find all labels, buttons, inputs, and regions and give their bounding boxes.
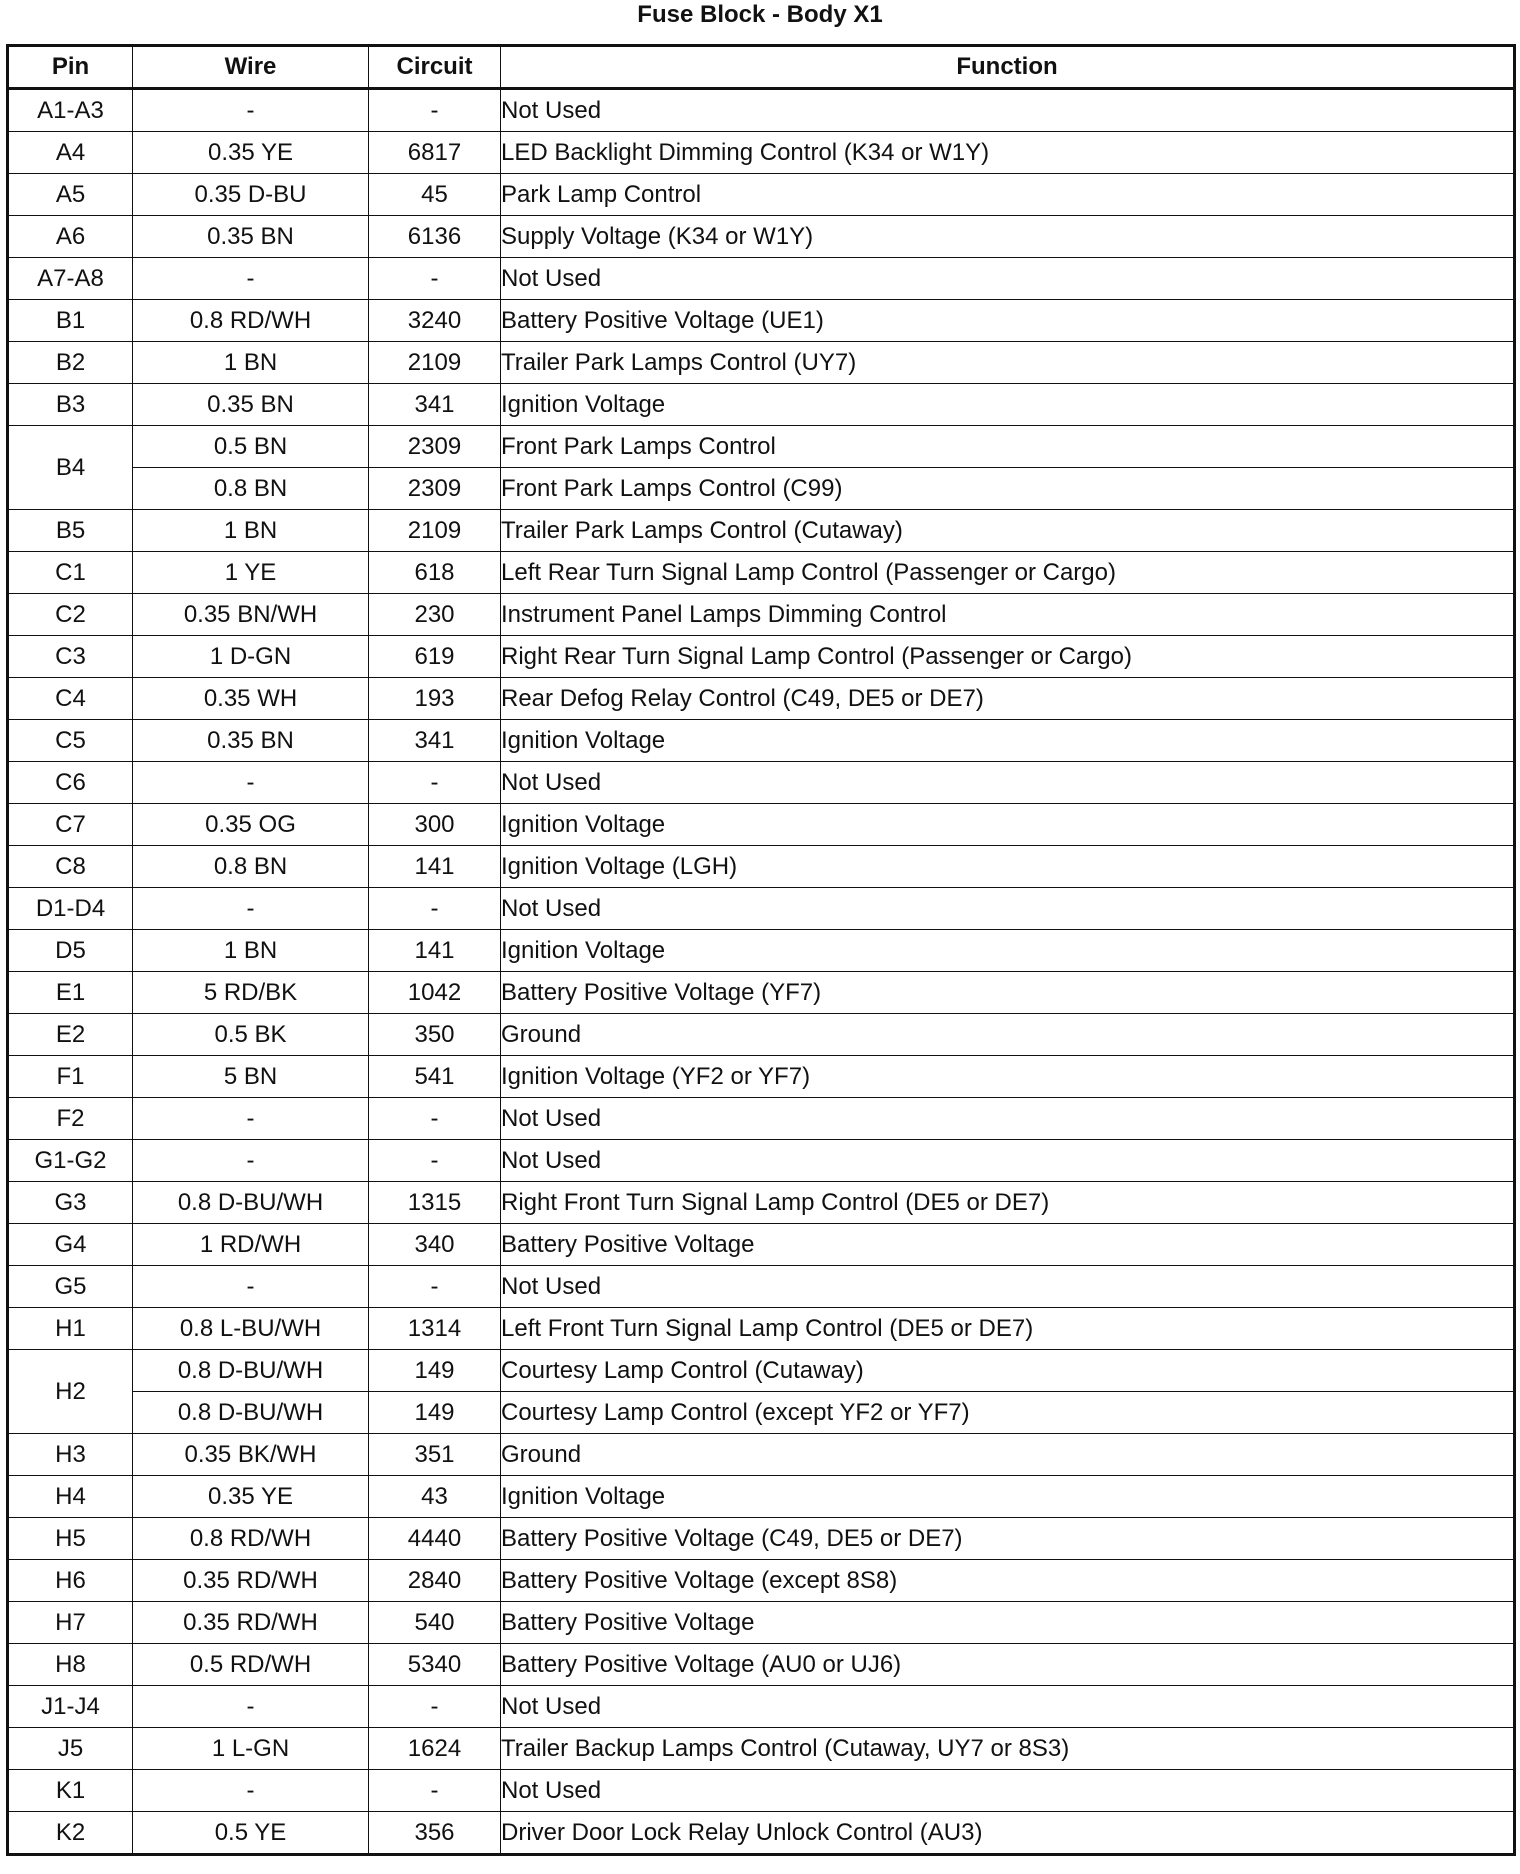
circuit-cell: - — [369, 1098, 501, 1140]
function-cell: Front Park Lamps Control (C99) — [501, 468, 1515, 510]
circuit-cell: - — [369, 762, 501, 804]
pin-cell: G1-G2 — [8, 1140, 133, 1182]
wire-cell: 1 BN — [133, 930, 369, 972]
pin-cell: H5 — [8, 1518, 133, 1560]
pin-cell: C1 — [8, 552, 133, 594]
wire-cell: - — [133, 1770, 369, 1812]
wire-cell: 0.8 RD/WH — [133, 1518, 369, 1560]
function-cell: Battery Positive Voltage (AU0 or UJ6) — [501, 1644, 1515, 1686]
function-cell: Battery Positive Voltage (YF7) — [501, 972, 1515, 1014]
pin-cell: H2 — [8, 1350, 133, 1434]
pinout-table — [6, 44, 1516, 1856]
circuit-cell: 3240 — [369, 300, 501, 342]
function-cell: Left Front Turn Signal Lamp Control (DE5 or DE7) — [501, 1308, 1515, 1350]
circuit-cell: 356 — [369, 1812, 501, 1855]
header-circuit: Circuit — [369, 46, 501, 89]
pin-cell: B1 — [8, 300, 133, 342]
wire-cell: 1 YE — [133, 552, 369, 594]
function-cell: Ignition Voltage — [501, 1476, 1515, 1518]
pin-cell: G4 — [8, 1224, 133, 1266]
circuit-cell: 341 — [369, 384, 501, 426]
pin-cell: A1-A3 — [8, 89, 133, 132]
wire-cell: 0.8 RD/WH — [133, 300, 369, 342]
wire-cell: 0.8 BN — [133, 468, 369, 510]
circuit-cell: 341 — [369, 720, 501, 762]
circuit-cell: 2840 — [369, 1560, 501, 1602]
wire-cell: 0.35 OG — [133, 804, 369, 846]
wire-cell: 0.5 YE — [133, 1812, 369, 1855]
pin-cell: K1 — [8, 1770, 133, 1812]
circuit-cell: 6136 — [369, 216, 501, 258]
pin-cell: C3 — [8, 636, 133, 678]
circuit-cell: 6817 — [369, 132, 501, 174]
table-row — [8, 846, 1515, 888]
pin-cell: E1 — [8, 972, 133, 1014]
table-row — [8, 678, 1515, 720]
table-row — [8, 1644, 1515, 1686]
table-row — [8, 1224, 1515, 1266]
table-row — [8, 594, 1515, 636]
pin-cell: E2 — [8, 1014, 133, 1056]
table-row — [8, 216, 1515, 258]
wire-cell: 0.5 BN — [133, 426, 369, 468]
circuit-cell: 43 — [369, 1476, 501, 1518]
circuit-cell: 149 — [369, 1392, 501, 1434]
wire-cell: 0.8 BN — [133, 846, 369, 888]
wire-cell: 0.8 D-BU/WH — [133, 1350, 369, 1392]
table-row — [8, 888, 1515, 930]
pin-cell: H3 — [8, 1434, 133, 1476]
pin-cell: A4 — [8, 132, 133, 174]
function-cell: Right Rear Turn Signal Lamp Control (Passenger or Cargo) — [501, 636, 1515, 678]
function-cell: Courtesy Lamp Control (except YF2 or YF7) — [501, 1392, 1515, 1434]
wire-cell: - — [133, 888, 369, 930]
table-row — [8, 1098, 1515, 1140]
wire-cell: 0.8 D-BU/WH — [133, 1392, 369, 1434]
circuit-cell: 2109 — [369, 510, 501, 552]
pin-cell: D5 — [8, 930, 133, 972]
table-row — [8, 972, 1515, 1014]
table-row — [8, 426, 1515, 468]
table-row — [8, 1602, 1515, 1644]
function-cell: Trailer Park Lamps Control (Cutaway) — [501, 510, 1515, 552]
wire-cell: 0.35 RD/WH — [133, 1602, 369, 1644]
pin-cell: F2 — [8, 1098, 133, 1140]
table-row — [8, 300, 1515, 342]
table-row — [8, 468, 1515, 510]
wire-cell: - — [133, 762, 369, 804]
pin-cell: G5 — [8, 1266, 133, 1308]
circuit-cell: - — [369, 89, 501, 132]
table-row — [8, 1728, 1515, 1770]
circuit-cell: - — [369, 1686, 501, 1728]
function-cell: Front Park Lamps Control — [501, 426, 1515, 468]
circuit-cell: - — [369, 258, 501, 300]
pin-cell: C7 — [8, 804, 133, 846]
table-row — [8, 1140, 1515, 1182]
function-cell: Ignition Voltage — [501, 930, 1515, 972]
circuit-cell: 340 — [369, 1224, 501, 1266]
table-row — [8, 89, 1515, 132]
circuit-cell: 1315 — [369, 1182, 501, 1224]
wire-cell: - — [133, 1266, 369, 1308]
wire-cell: 1 BN — [133, 342, 369, 384]
function-cell: Park Lamp Control — [501, 174, 1515, 216]
document-title: Fuse Block - Body X1 — [637, 1, 883, 28]
table-row — [8, 552, 1515, 594]
pin-cell: G3 — [8, 1182, 133, 1224]
table-row — [8, 1014, 1515, 1056]
pin-cell: A5 — [8, 174, 133, 216]
wire-cell: 0.35 BN — [133, 720, 369, 762]
pin-cell: C4 — [8, 678, 133, 720]
pin-cell: C6 — [8, 762, 133, 804]
circuit-cell: 1042 — [369, 972, 501, 1014]
function-cell: Ground — [501, 1434, 1515, 1476]
pin-cell: K2 — [8, 1812, 133, 1855]
wire-cell: 0.35 BK/WH — [133, 1434, 369, 1476]
pin-cell: J1-J4 — [8, 1686, 133, 1728]
function-cell: Not Used — [501, 762, 1515, 804]
table-row — [8, 1770, 1515, 1812]
pin-cell: H1 — [8, 1308, 133, 1350]
function-cell: Ground — [501, 1014, 1515, 1056]
function-cell: Battery Positive Voltage — [501, 1224, 1515, 1266]
table-row — [8, 1812, 1515, 1855]
pin-cell: A7-A8 — [8, 258, 133, 300]
wire-cell: 0.35 BN — [133, 384, 369, 426]
function-cell: Trailer Backup Lamps Control (Cutaway, UY7 or 8S3) — [501, 1728, 1515, 1770]
function-cell: LED Backlight Dimming Control (K34 or W1Y) — [501, 132, 1515, 174]
wire-cell: - — [133, 1140, 369, 1182]
wire-cell: - — [133, 1686, 369, 1728]
pin-cell: B2 — [8, 342, 133, 384]
wire-cell: 0.35 BN/WH — [133, 594, 369, 636]
pin-cell: C2 — [8, 594, 133, 636]
pin-cell: H4 — [8, 1476, 133, 1518]
function-cell: Battery Positive Voltage (C49, DE5 or DE7) — [501, 1518, 1515, 1560]
function-cell: Not Used — [501, 1686, 1515, 1728]
circuit-cell: 1624 — [369, 1728, 501, 1770]
wire-cell: 1 BN — [133, 510, 369, 552]
wire-cell: 0.35 RD/WH — [133, 1560, 369, 1602]
pin-cell: B3 — [8, 384, 133, 426]
table-row — [8, 384, 1515, 426]
function-cell: Left Rear Turn Signal Lamp Control (Passenger or Cargo) — [501, 552, 1515, 594]
function-cell: Battery Positive Voltage (UE1) — [501, 300, 1515, 342]
table-row — [8, 762, 1515, 804]
function-cell: Rear Defog Relay Control (C49, DE5 or DE7) — [501, 678, 1515, 720]
circuit-cell: 4440 — [369, 1518, 501, 1560]
wire-cell: 0.35 YE — [133, 1476, 369, 1518]
circuit-cell: - — [369, 1140, 501, 1182]
pin-cell: B5 — [8, 510, 133, 552]
wire-cell: 1 D-GN — [133, 636, 369, 678]
function-cell: Not Used — [501, 258, 1515, 300]
function-cell: Ignition Voltage — [501, 384, 1515, 426]
circuit-cell: 230 — [369, 594, 501, 636]
circuit-cell: 300 — [369, 804, 501, 846]
table-row — [8, 258, 1515, 300]
function-cell: Not Used — [501, 1140, 1515, 1182]
table-row — [8, 174, 1515, 216]
circuit-cell: 619 — [369, 636, 501, 678]
circuit-cell: 2109 — [369, 342, 501, 384]
pin-cell: D1-D4 — [8, 888, 133, 930]
pin-cell: B4 — [8, 426, 133, 510]
function-cell: Courtesy Lamp Control (Cutaway) — [501, 1350, 1515, 1392]
wire-cell: 0.35 D-BU — [133, 174, 369, 216]
wire-cell: 0.5 BK — [133, 1014, 369, 1056]
function-cell: Ignition Voltage — [501, 804, 1515, 846]
table-row — [8, 930, 1515, 972]
pin-cell: F1 — [8, 1056, 133, 1098]
circuit-cell: 351 — [369, 1434, 501, 1476]
table-row — [8, 1560, 1515, 1602]
wire-cell: 0.35 BN — [133, 216, 369, 258]
wire-cell: 5 RD/BK — [133, 972, 369, 1014]
pin-cell: C5 — [8, 720, 133, 762]
function-cell: Not Used — [501, 888, 1515, 930]
table-row — [8, 1308, 1515, 1350]
wire-cell: - — [133, 1098, 369, 1140]
wire-cell: 1 RD/WH — [133, 1224, 369, 1266]
function-cell: Right Front Turn Signal Lamp Control (DE5 or DE7) — [501, 1182, 1515, 1224]
table-row — [8, 1182, 1515, 1224]
pin-cell: H7 — [8, 1602, 133, 1644]
table-row — [8, 1056, 1515, 1098]
table-row — [8, 720, 1515, 762]
function-cell: Ignition Voltage (YF2 or YF7) — [501, 1056, 1515, 1098]
circuit-cell: 1314 — [369, 1308, 501, 1350]
circuit-cell: 2309 — [369, 468, 501, 510]
table-row — [8, 1392, 1515, 1434]
header-wire: Wire — [133, 46, 369, 89]
table-row — [8, 636, 1515, 678]
function-cell: Not Used — [501, 1098, 1515, 1140]
function-cell: Not Used — [501, 1770, 1515, 1812]
table-row — [8, 1434, 1515, 1476]
function-cell: Ignition Voltage — [501, 720, 1515, 762]
circuit-cell: 141 — [369, 930, 501, 972]
pin-cell: A6 — [8, 216, 133, 258]
circuit-cell: - — [369, 1266, 501, 1308]
table-row — [8, 1266, 1515, 1308]
circuit-cell: - — [369, 888, 501, 930]
pin-cell: H8 — [8, 1644, 133, 1686]
table-row — [8, 1476, 1515, 1518]
function-cell: Trailer Park Lamps Control (UY7) — [501, 342, 1515, 384]
circuit-cell: 193 — [369, 678, 501, 720]
pin-cell: C8 — [8, 846, 133, 888]
wire-cell: 0.8 L-BU/WH — [133, 1308, 369, 1350]
wire-cell: 0.35 YE — [133, 132, 369, 174]
table-row — [8, 1686, 1515, 1728]
function-cell: Instrument Panel Lamps Dimming Control — [501, 594, 1515, 636]
pin-cell: H6 — [8, 1560, 133, 1602]
circuit-cell: 149 — [369, 1350, 501, 1392]
function-cell: Not Used — [501, 1266, 1515, 1308]
table-row — [8, 804, 1515, 846]
function-cell: Ignition Voltage (LGH) — [501, 846, 1515, 888]
table-row — [8, 510, 1515, 552]
function-cell: Battery Positive Voltage (except 8S8) — [501, 1560, 1515, 1602]
wire-cell: 0.35 WH — [133, 678, 369, 720]
circuit-cell: 45 — [369, 174, 501, 216]
function-cell: Supply Voltage (K34 or W1Y) — [501, 216, 1515, 258]
pin-cell: J5 — [8, 1728, 133, 1770]
table-row — [8, 342, 1515, 384]
circuit-cell: 540 — [369, 1602, 501, 1644]
wire-cell: - — [133, 89, 369, 132]
table-row — [8, 1518, 1515, 1560]
table-row — [8, 1350, 1515, 1392]
circuit-cell: 2309 — [369, 426, 501, 468]
function-cell: Driver Door Lock Relay Unlock Control (AU3) — [501, 1812, 1515, 1855]
wire-cell: 0.8 D-BU/WH — [133, 1182, 369, 1224]
circuit-cell: 618 — [369, 552, 501, 594]
wire-cell: 1 L-GN — [133, 1728, 369, 1770]
circuit-cell: - — [369, 1770, 501, 1812]
wire-cell: 5 BN — [133, 1056, 369, 1098]
wire-cell: - — [133, 258, 369, 300]
header-row — [8, 46, 1515, 89]
table-row — [8, 132, 1515, 174]
circuit-cell: 5340 — [369, 1644, 501, 1686]
function-cell: Not Used — [501, 89, 1515, 132]
function-cell: Battery Positive Voltage — [501, 1602, 1515, 1644]
header-function: Function — [501, 46, 1515, 89]
header-pin: Pin — [8, 46, 133, 89]
wire-cell: 0.5 RD/WH — [133, 1644, 369, 1686]
circuit-cell: 350 — [369, 1014, 501, 1056]
circuit-cell: 541 — [369, 1056, 501, 1098]
circuit-cell: 141 — [369, 846, 501, 888]
